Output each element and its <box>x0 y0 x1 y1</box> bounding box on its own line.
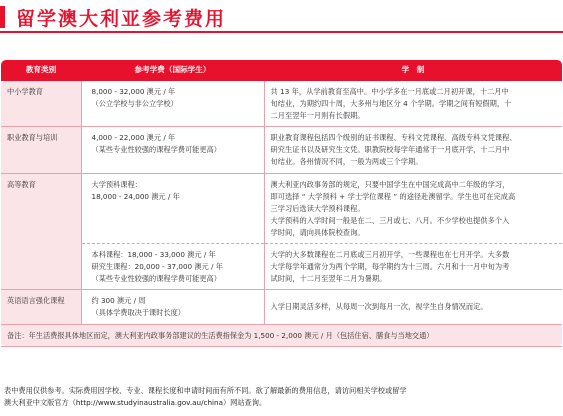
duration-cell: 澳大利亚内政事务部的规定，只要中国学生在中国完成高中二年级的学习， 即可选择 “ 大学预科 + 学士学位课程 ” 的途径赴澳留学。学生也可在完成高 三学习后选读大学预科课程。 大学预科的入学时间一般是在二、三月或七、八月。不少学校也提供多个入 学时间，请向具体院校查询。 <box>264 173 562 243</box>
fee-table <box>1 60 562 347</box>
table-row <box>1 173 562 243</box>
remark-row <box>1 324 562 346</box>
fee-cell: 本科课程：18,000 - 33,000 澳元 / 年 研究生课程：20,000 - 37,000 澳元 / 年 （某些专业性较强的课程学费可能更高） <box>81 244 264 290</box>
category-cell: 英语语言强化课程 <box>1 290 81 324</box>
category-cell: 职业教育与培训 <box>1 127 81 173</box>
header-fees: 参考学费（国际学生） <box>81 60 264 81</box>
page-title: 留学澳大利亚参考费用 <box>16 8 227 30</box>
duration-cell: 职业教育课程包括四个级别的证书课程、专科文凭课程、高级专科文凭课程、 研究生证书以及研究生文凭。职教院校每学年通常于一月底开学，十二月中 旬结业。各州情况不同，一般为两或三个学期。 <box>264 127 562 173</box>
fee-cell: 大学预科课程： 18,000 - 24,000 澳元 / 年 <box>81 173 264 243</box>
fee-cell: 8,000 - 32,000 澳元 / 年 （公立学校与非公立学校） <box>81 81 264 127</box>
footer-line: 澳大利亚中文版官方（http://www.studyinaustralia.gov.au/china）网站查询。 <box>4 398 267 407</box>
footer-note <box>4 385 560 409</box>
header-duration: 学 制 <box>264 60 562 81</box>
remark-note: 备注：年生活费报具体地区而定，澳大利亚内政事务部建议的生活费指保金为 1,500 - 2,000 澳元 / 月（包括住宿、膳食与当地交通） <box>1 324 562 346</box>
table-row <box>1 127 562 173</box>
table-row <box>1 81 562 127</box>
header-category: 教育类别 <box>1 60 81 81</box>
title-bar-area <box>0 2 563 32</box>
duration-cell: 大学的大多数课程在二月底或三月初开学，一些课程也在七月开学。大多数 大学每学年通常分为两个学期，每学期约为十三周。六月和十一月中旬为考 试时间，十二月至翌年二月为暑期。 <box>264 244 562 290</box>
table-row <box>1 244 562 290</box>
fee-cell: 约 300 澳元 / 周 （具体学费取决于课时长度） <box>81 290 264 324</box>
fee-cell: 4,000 - 22,000 澳元 / 年 （某些专业性较强的课程学费可能更高） <box>81 127 264 173</box>
footer-line: 表中费用仅供参考。实际费用因学校、专业、课程长度和申请时间而有所不同。欲了解最新的费用信息，请访问相关学校或留学 <box>4 386 407 395</box>
category-cell: 中小学教育 <box>1 81 81 127</box>
title-accent-bar <box>0 6 5 28</box>
duration-cell: 入学日期灵活多样，从每周一次到每月一次，视学生自身情况而定。 <box>264 290 562 324</box>
duration-cell: 共 13 年，从学前教育至高中。中小学多在一月底或二月初开课，十二月中 旬结业，为期约四十周，大多州与地区分 4 个学期。学期之间有短假期，十 二月至翌年一月则有长假期。 <box>264 81 562 127</box>
title-divider <box>0 31 563 33</box>
table-header-row <box>1 60 562 81</box>
category-cell: 高等教育 <box>1 173 81 290</box>
table-row <box>1 290 562 324</box>
